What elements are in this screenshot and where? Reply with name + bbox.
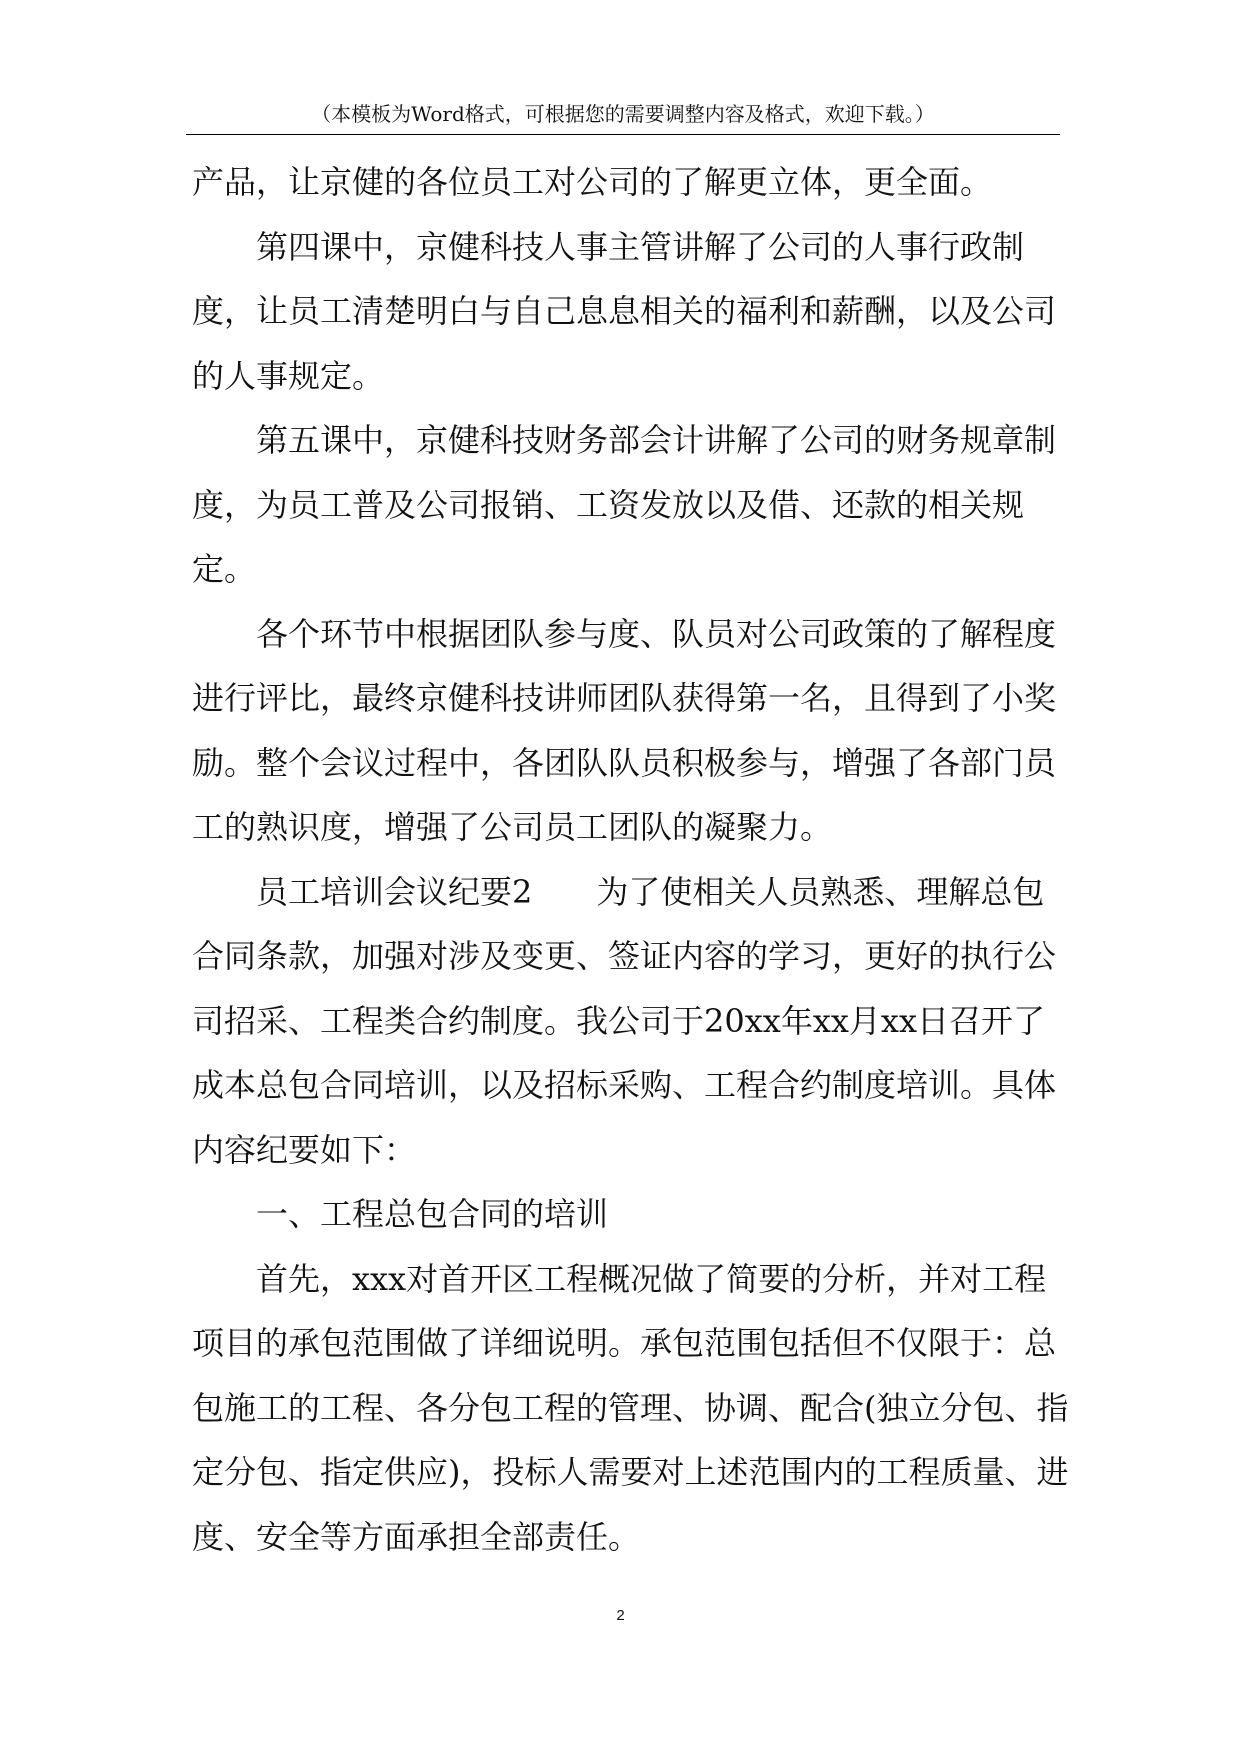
page-number: 2: [616, 1607, 625, 1624]
page-header-note: （本模板为Word格式，可根据您的需要调整内容及格式，欢迎下载。）: [311, 102, 935, 126]
paragraph-lesson-four: 第四课中，京健科技人事主管讲解了公司的人事行政制度，让员工清楚明白与自己息息相关的福利和薪酬，以及公司的人事规定。: [192, 227, 1057, 395]
document-body: [192, 150, 1072, 1569]
section-heading-contract-training: 一、工程总包合同的培训: [256, 1195, 609, 1233]
paragraph-lesson-five: 第五课中，京健科技财务部会计讲解了公司的财务规章制度，为员工普及公司报销、工资发放以及借、还款的相关规定。: [192, 421, 1057, 588]
paragraph-contract-scope: 首先，xxx对首开区工程概况做了简要的分析，并对工程项目的承包范围做了详细说明。承包范围包括但不仅限于：总包施工的工程、各分包工程的管理、协调、配合(独立分包、指定分包、指定供应)，投标人需要对上述范围内的工程质量、进度、安全等方面承担全部责任。: [192, 1259, 1069, 1556]
header-divider: [186, 134, 1060, 135]
paragraph-evaluation: 各个环节中根据团队参与度、队员对公司政策的了解程度进行评比，最终京健科技讲师团队获得第一名，且得到了小奖励。整个会议过程中，各团队队员积极参与，增强了各部门员工的熟识度，增强了公司员工团队的凝聚力。: [192, 614, 1057, 846]
paragraph-minutes-two: 员工培训会议纪要2 为了使相关人员熟悉、理解总包合同条款，加强对涉及变更、签证内容的学习，更好的执行公司招采、工程类合约制度。我公司于20xx年xx月xx日召开了成本总包合同培训，以及招标采购、工程合约制度培训。具体内容纪要如下：: [192, 872, 1057, 1169]
paragraph-continuation: 产品，让京健的各位员工对公司的了解更立体，更全面。: [192, 163, 993, 201]
